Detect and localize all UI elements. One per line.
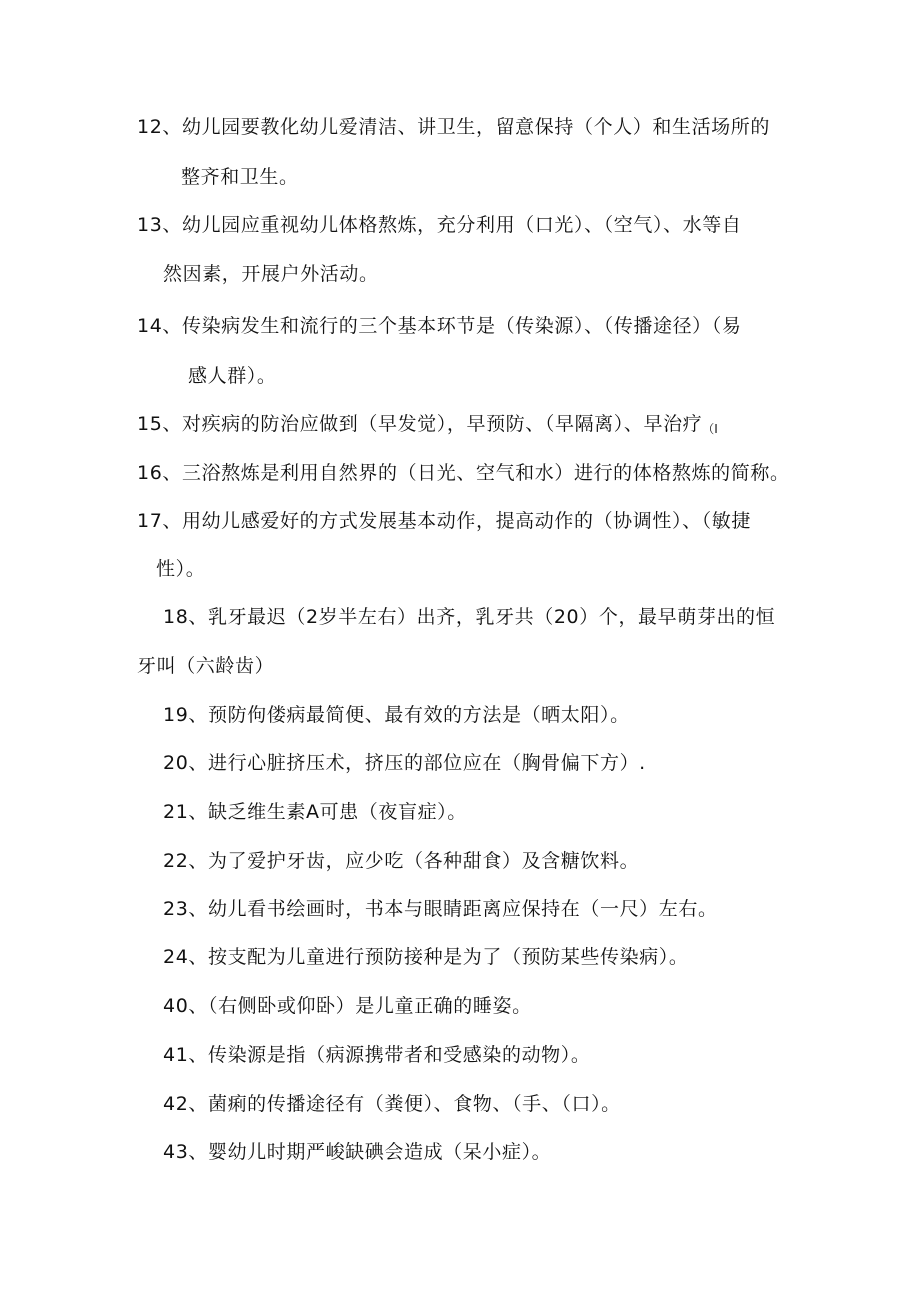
text-line-14a: 14、传染病发生和流行的三个基本环节是（传染源）、（传播途径）（易: [137, 315, 742, 337]
text-line-13a: 13、幼儿园应重视幼儿体格熬炼，充分利用（口光）、（空气）、水等自: [137, 214, 742, 236]
text-line-40: 40、（右侧卧或仰卧）是儿童正确的睡姿。: [163, 995, 532, 1017]
text-line-17a: 17、用幼儿感爱好的方式发展基本动作，提高动作的（协调性）、（敏捷: [137, 510, 751, 532]
text-line-17b: 性）。: [156, 558, 206, 580]
text-line-15-tail: （I: [702, 422, 718, 436]
text-line-12a: 12、幼儿园要教化幼儿爱清洁、讲卫生，留意保持（个人）和生活场所的: [137, 116, 770, 138]
text-line-15: [137, 412, 718, 441]
text-line-20: 20、进行心脏挤压术，挤压的部位应在（胸骨偏下方）.: [163, 752, 646, 774]
text-line-41: 41、传染源是指（病源携带者和受感染的动物）。: [163, 1044, 591, 1066]
text-line-24: 24、按支配为儿童进行预防接种是为了（预防某些传染病）。: [163, 946, 689, 968]
text-line-12b: 整齐和卫生。: [181, 166, 299, 188]
text-line-43: 43、婴幼儿时期严峻缺碘会造成（呆小症）。: [163, 1141, 552, 1163]
text-line-18b: 牙叫（六龄齿）: [137, 655, 275, 677]
text-line-22: 22、为了爱护牙齿，应少吃（各种甜食）及含糖饮料。: [163, 850, 640, 872]
text-line-15-main: 15、对疾病的防治应做到（早发觉），早预防、（早隔离）、早治疗: [137, 413, 703, 435]
text-line-23: 23、幼儿看书绘画时，书本与眼睛距离应保持在（一尺）左右。: [163, 898, 718, 920]
text-line-19: 19、预防佝偻病最简便、最有效的方法是（晒太阳）。: [163, 704, 630, 726]
text-line-42: 42、菌痢的传播途径有（粪便）、食物、（手、（口）。: [163, 1093, 621, 1115]
text-line-13b: 然因素，开展户外活动。: [163, 263, 379, 285]
text-line-16: 16、三浴熬炼是利用自然界的（日光、空气和水）进行的体格熬炼的简称。: [137, 462, 790, 484]
text-line-18a: 18、乳牙最迟（2岁半左右）出齐，乳牙共（20）个，最早萌芽出的恒: [163, 606, 776, 628]
text-line-14b: 感人群）。: [188, 365, 277, 387]
text-line-21: 21、缺乏维生素A可患（夜盲症）。: [163, 801, 467, 823]
